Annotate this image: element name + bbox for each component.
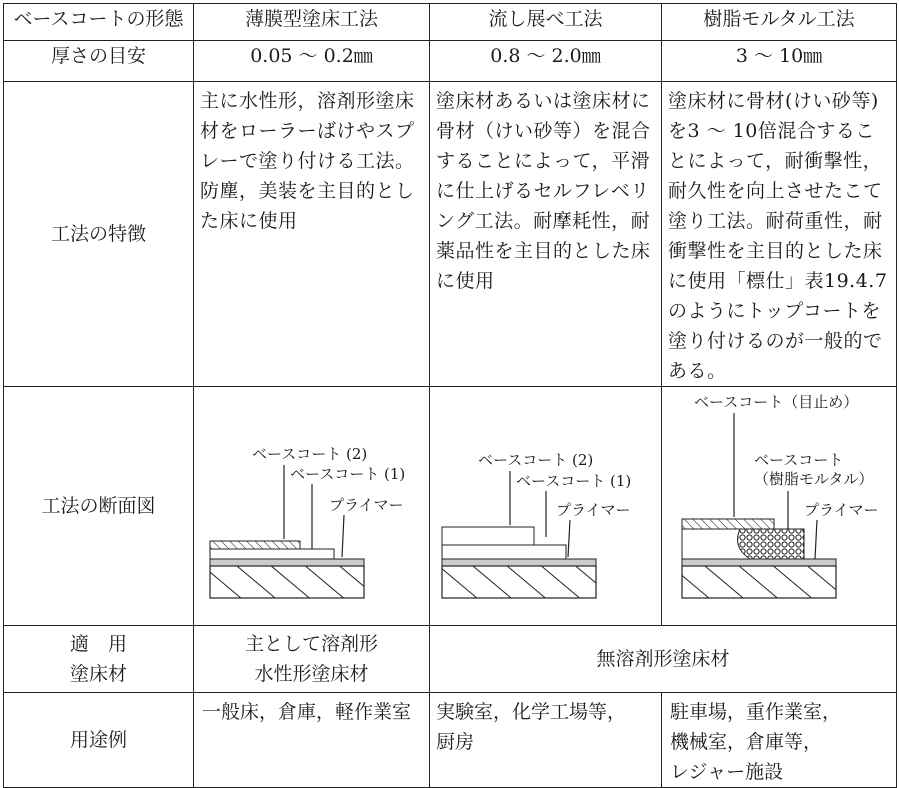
usage-col3-line2: 機械室，倉庫等， [670,731,823,753]
thickness-value: 0.8 ～ 2.0㎜ [430,41,662,82]
thickness-value: 0.05 ～ 0.2㎜ [194,41,430,82]
features-label: 工法の特徴 [4,82,194,387]
resin-mortar-label: （樹脂モルタル） [754,470,874,488]
corner-header: ベースコートの形態 [4,4,194,41]
flooring-method-table [3,3,897,788]
applicable-label [4,626,194,693]
feature-text: 塗床材あるいは塗床材に骨材（けい砂等）を混合することによって，平滑に仕上げるセルフレベリング工法。耐摩耗性，耐薬品性を主目的とした床に使用 [436,90,651,292]
usage-col2-line1: 実験室，化学工場等， [436,701,627,723]
self-leveling-section-diagram [430,387,660,625]
section-label: 工法の断面図 [4,387,194,626]
usage-col3-line1: 駐車場，重作業室， [670,701,842,723]
usage-col3-line3: レジャー施設 [670,761,784,783]
resin-mortar-section-diagram [662,387,895,625]
thin-film-section-diagram [194,387,428,625]
features-row [4,82,897,387]
primer-label: プライマー [556,501,631,519]
column-header-thin-film: 薄膜型塗床工法 [194,4,430,41]
feature-text: 塗床材に骨材(けい砂等)を3 ～ 10倍混合することによって，耐衝撃性，耐久性を向上させたこて塗り工法。耐荷重性，耐衝撃性を主目的とした床に使用「標仕」表19.4.7のようにトップコートを塗り付けるのが一般的である。 [668,90,888,382]
base-coat-2-label: ベースコート (2) [252,445,368,463]
base-coat-seal-label: ベースコート（目止め） [694,393,859,411]
applicable-col1-line1: 主として溶剤形 [244,633,378,655]
base-coat-2-label: ベースコート (2) [478,451,594,469]
applicable-label-line2: 塗床材 [69,663,127,685]
applicable-material-row [4,626,897,693]
thickness-label: 厚さの目安 [4,41,194,82]
header-row [4,4,897,41]
thickness-value: 3 ～ 10㎜ [662,41,897,82]
column-header-self-leveling: 流し展べ工法 [430,4,662,41]
usage-row [4,693,897,788]
base-coat-1-label: ベースコート (1) [290,465,406,483]
applicable-label-line1: 適 用 [69,633,127,655]
primer-label: プライマー [329,496,404,514]
usage-label: 用途例 [4,693,194,788]
primer-label: プライマー [804,501,879,519]
applicable-solventless: 無溶剤形塗床材 [430,626,897,693]
usage-col2-line2: 厨房 [436,731,475,753]
column-header-resin-mortar: 樹脂モルタル工法 [662,4,897,41]
base-coat-1-label: ベースコート (1) [516,472,632,490]
section-diagram-row [4,387,897,626]
feature-text: 主に水性形，溶剤形塗床材をローラーばけやスプレーで塗り付ける工法。防塵，美装を主目的とした床に使用 [200,90,415,232]
thickness-row [4,41,897,82]
applicable-col1-line2: 水性形塗床材 [254,663,369,685]
usage-col1: 一般床，倉庫，軽作業室 [202,701,412,723]
base-coat-label: ベースコート [754,451,844,469]
